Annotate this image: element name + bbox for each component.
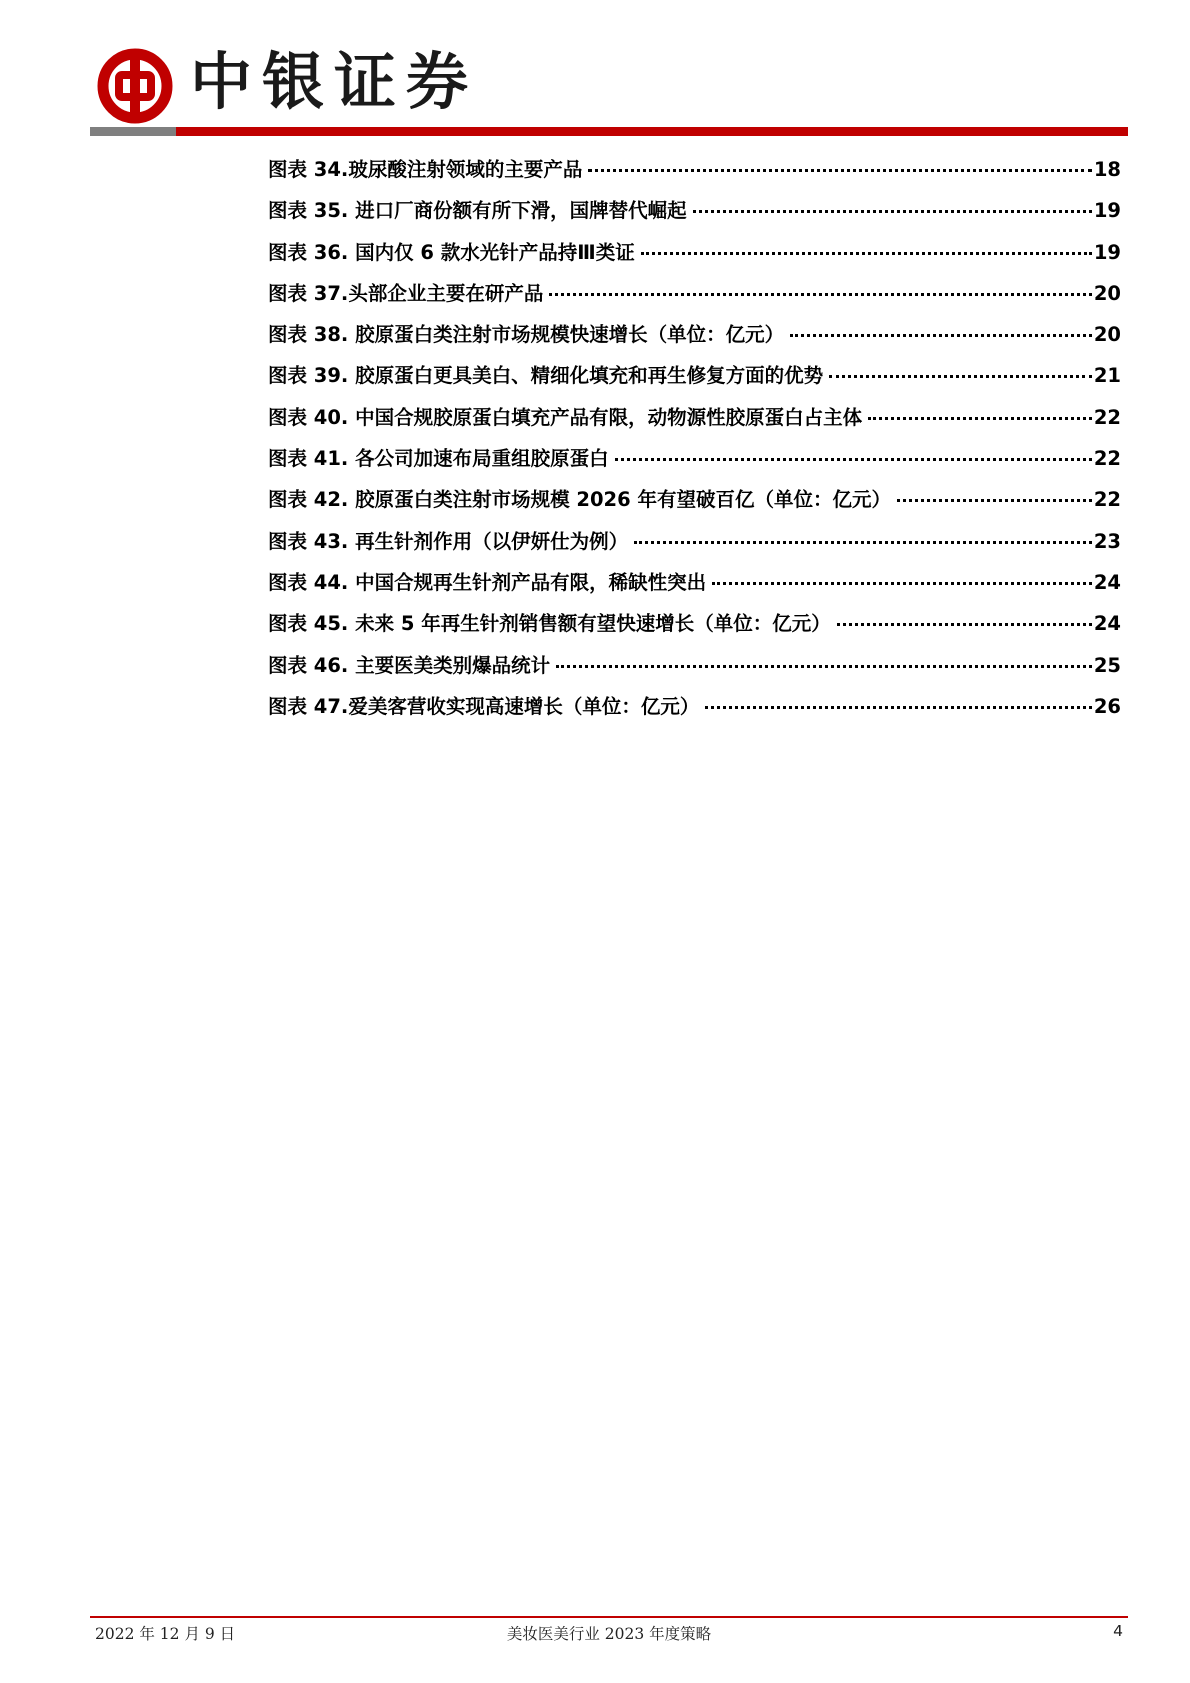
toc-dot-leader xyxy=(641,252,1092,255)
toc-entry[interactable] xyxy=(268,195,1121,236)
toc-entry-title: 图表 47.爱美客营收实现高速增长（单位：亿元） xyxy=(268,694,700,718)
toc-entry[interactable] xyxy=(268,691,1121,732)
toc-entry-page-number: 20 xyxy=(1093,281,1121,305)
toc-entry-title: 图表 44. 中国合规再生针剂产品有限，稀缺性突出 xyxy=(268,570,707,594)
toc-entry-title: 图表 34.玻尿酸注射领域的主要产品 xyxy=(268,158,583,181)
toc-entry[interactable] xyxy=(268,443,1121,484)
toc-entry-page-number: 22 xyxy=(1093,488,1121,512)
toc-entry-page-number: 22 xyxy=(1093,405,1121,429)
toc-dot-leader xyxy=(549,293,1092,296)
toc-entry-title: 图表 41. 各公司加速布局重组胶原蛋白 xyxy=(268,447,609,471)
toc-entry-page-number: 23 xyxy=(1093,529,1121,553)
table-of-figures xyxy=(268,154,1121,732)
toc-entry-title: 图表 43. 再生针剂作用（以伊妍仕为例） xyxy=(268,529,629,553)
bank-of-china-logo-icon xyxy=(97,48,173,124)
toc-entry-title: 图表 42. 胶原蛋白类注射市场规模 2026 年有望破百亿（单位：亿元） xyxy=(268,488,891,512)
toc-entry-title: 图表 37.头部企业主要在研产品 xyxy=(268,281,544,305)
toc-dot-leader xyxy=(712,582,1092,585)
toc-entry[interactable] xyxy=(268,360,1121,401)
toc-entry-title: 图表 35. 进口厂商份额有所下滑，国牌替代崛起 xyxy=(268,199,687,223)
toc-entry-page-number: 24 xyxy=(1093,570,1121,594)
toc-entry[interactable] xyxy=(268,154,1121,195)
footer-date: 2022 年 12 月 9 日 xyxy=(95,1625,236,1643)
header-divider-gray xyxy=(90,127,176,136)
toc-dot-leader xyxy=(897,499,1092,502)
toc-dot-leader xyxy=(837,623,1092,626)
toc-entry-title: 图表 45. 未来 5 年再生针剂销售额有望快速增长（单位：亿元） xyxy=(268,612,831,636)
toc-dot-leader xyxy=(790,334,1092,337)
toc-dot-leader xyxy=(615,458,1092,461)
footer-report-title: 美妆医美行业 2023 年度策略 xyxy=(506,1625,712,1643)
toc-entry-page-number: 26 xyxy=(1093,694,1121,718)
header-divider-red xyxy=(176,127,1128,136)
page-footer xyxy=(95,1622,1123,1648)
toc-dot-leader xyxy=(693,210,1092,213)
toc-entry-page-number: 20 xyxy=(1093,323,1121,347)
toc-entry[interactable] xyxy=(268,650,1121,691)
toc-entry[interactable] xyxy=(268,526,1121,567)
toc-entry[interactable] xyxy=(268,237,1121,278)
toc-entry-title: 图表 46. 主要医美类别爆品统计 xyxy=(268,653,551,677)
toc-entry[interactable] xyxy=(268,402,1121,443)
toc-dot-leader xyxy=(829,375,1092,378)
toc-entry-page-number: 22 xyxy=(1093,447,1121,471)
toc-dot-leader xyxy=(556,665,1092,668)
toc-entry-title: 图表 36. 国内仅 6 款水光针产品持Ⅲ类证 xyxy=(268,240,635,264)
toc-dot-leader xyxy=(634,541,1092,544)
toc-entry-page-number: 21 xyxy=(1093,364,1121,388)
toc-entry[interactable] xyxy=(268,608,1121,649)
footer-divider xyxy=(90,1616,1128,1618)
toc-entry[interactable] xyxy=(268,567,1121,608)
toc-entry-page-number: 24 xyxy=(1093,612,1121,636)
toc-entry-page-number: 18 xyxy=(1093,158,1121,181)
toc-entry-title: 图表 40. 中国合规胶原蛋白填充产品有限，动物源性胶原蛋白占主体 xyxy=(268,405,863,429)
toc-entry-page-number: 19 xyxy=(1093,240,1121,264)
toc-entry-page-number: 25 xyxy=(1093,653,1121,677)
toc-entry[interactable] xyxy=(268,484,1121,525)
toc-entry-title: 图表 39. 胶原蛋白更具美白、精细化填充和再生修复方面的优势 xyxy=(268,364,824,388)
toc-entry-title: 图表 38. 胶原蛋白类注射市场规模快速增长（单位：亿元） xyxy=(268,323,785,347)
toc-entry[interactable] xyxy=(268,278,1121,319)
toc-dot-leader xyxy=(588,169,1092,172)
toc-dot-leader xyxy=(868,417,1092,420)
brand-name: 中银证券 xyxy=(190,45,479,118)
toc-dot-leader xyxy=(705,706,1092,709)
toc-entry-page-number: 19 xyxy=(1093,199,1121,223)
footer-page-number: 4 xyxy=(1113,1622,1123,1640)
page-header xyxy=(0,0,1190,140)
toc-entry[interactable] xyxy=(268,319,1121,360)
